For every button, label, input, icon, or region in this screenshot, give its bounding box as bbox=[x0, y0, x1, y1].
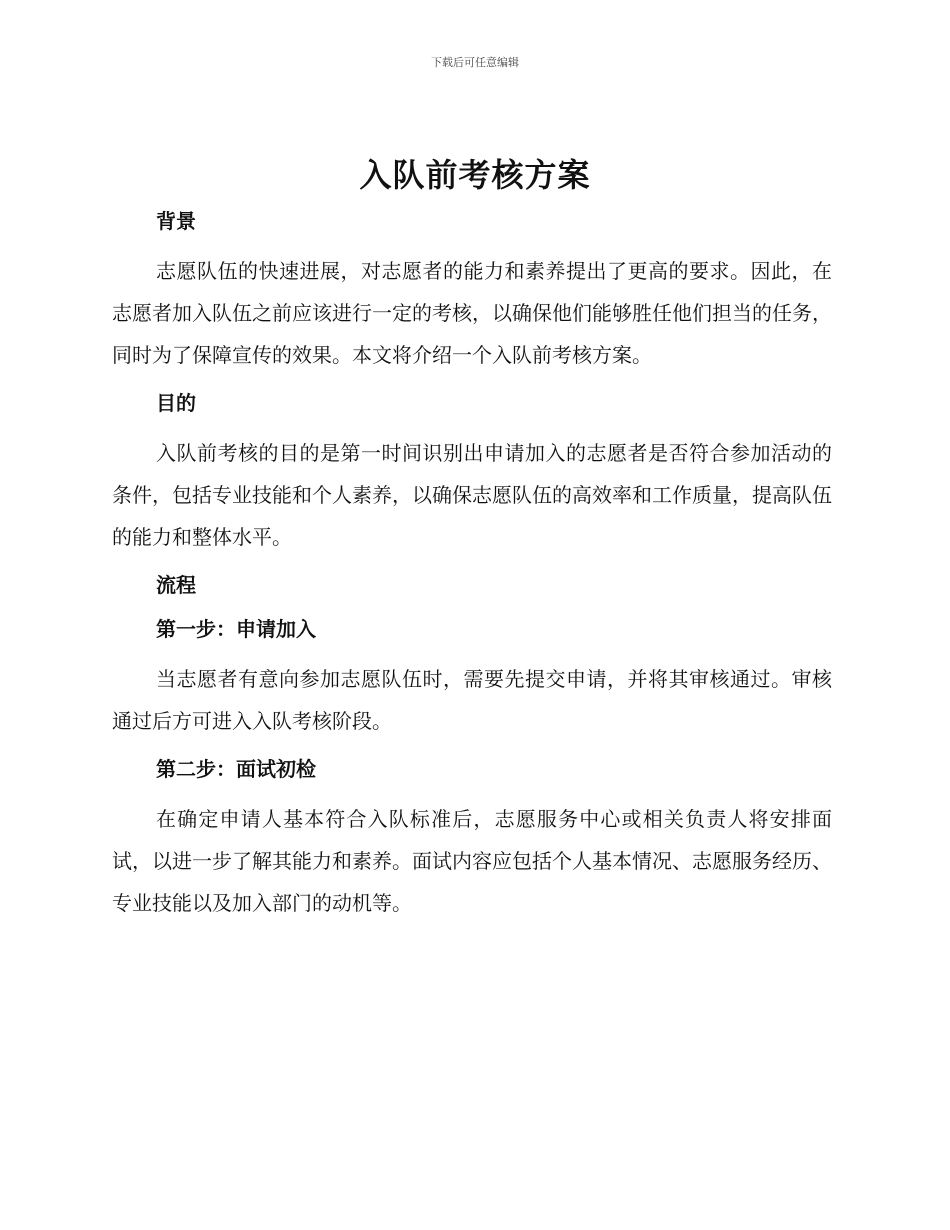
step-heading-interview: 第二步：面试初检 bbox=[156, 757, 316, 781]
page-header-note: 下载后可任意编辑 bbox=[431, 56, 519, 69]
document-title: 入队前考核方案 bbox=[359, 156, 591, 194]
section-heading-purpose: 目的 bbox=[156, 391, 196, 415]
paragraph-purpose: 入队前考核的目的是第一时间识别出申请加入的志愿者是否符合参加活动的条件，包括专业技能和个人素养，以确保志愿队伍的高效率和工作质量，提高队伍的能力和整体水平。 bbox=[112, 441, 832, 549]
paragraph-step-apply: 当志愿者有意向参加志愿队伍时，需要先提交申请，并将其审核通过。审核通过后方可进入入队考核阶段。 bbox=[112, 667, 832, 733]
paragraph-step-interview: 在确定申请人基本符合入队标准后，志愿服务中心或相关负责人将安排面试，以进一步了解其能力和素养。面试内容应包括个人基本情况、志愿服务经历、专业技能以及加入部门的动机等。 bbox=[112, 807, 832, 915]
section-heading-background: 背景 bbox=[156, 209, 196, 233]
paragraph-background: 志愿队伍的快速进展，对志愿者的能力和素养提出了更高的要求。因此，在志愿者加入队伍之前应该进行一定的考核，以确保他们能够胜任他们担当的任务，同时为了保障宣传的效果。本文将介绍一个入队前考核方案。 bbox=[112, 259, 832, 367]
step-heading-apply: 第一步：申请加入 bbox=[156, 617, 316, 641]
section-heading-process: 流程 bbox=[156, 573, 196, 597]
document-body bbox=[112, 200, 832, 936]
